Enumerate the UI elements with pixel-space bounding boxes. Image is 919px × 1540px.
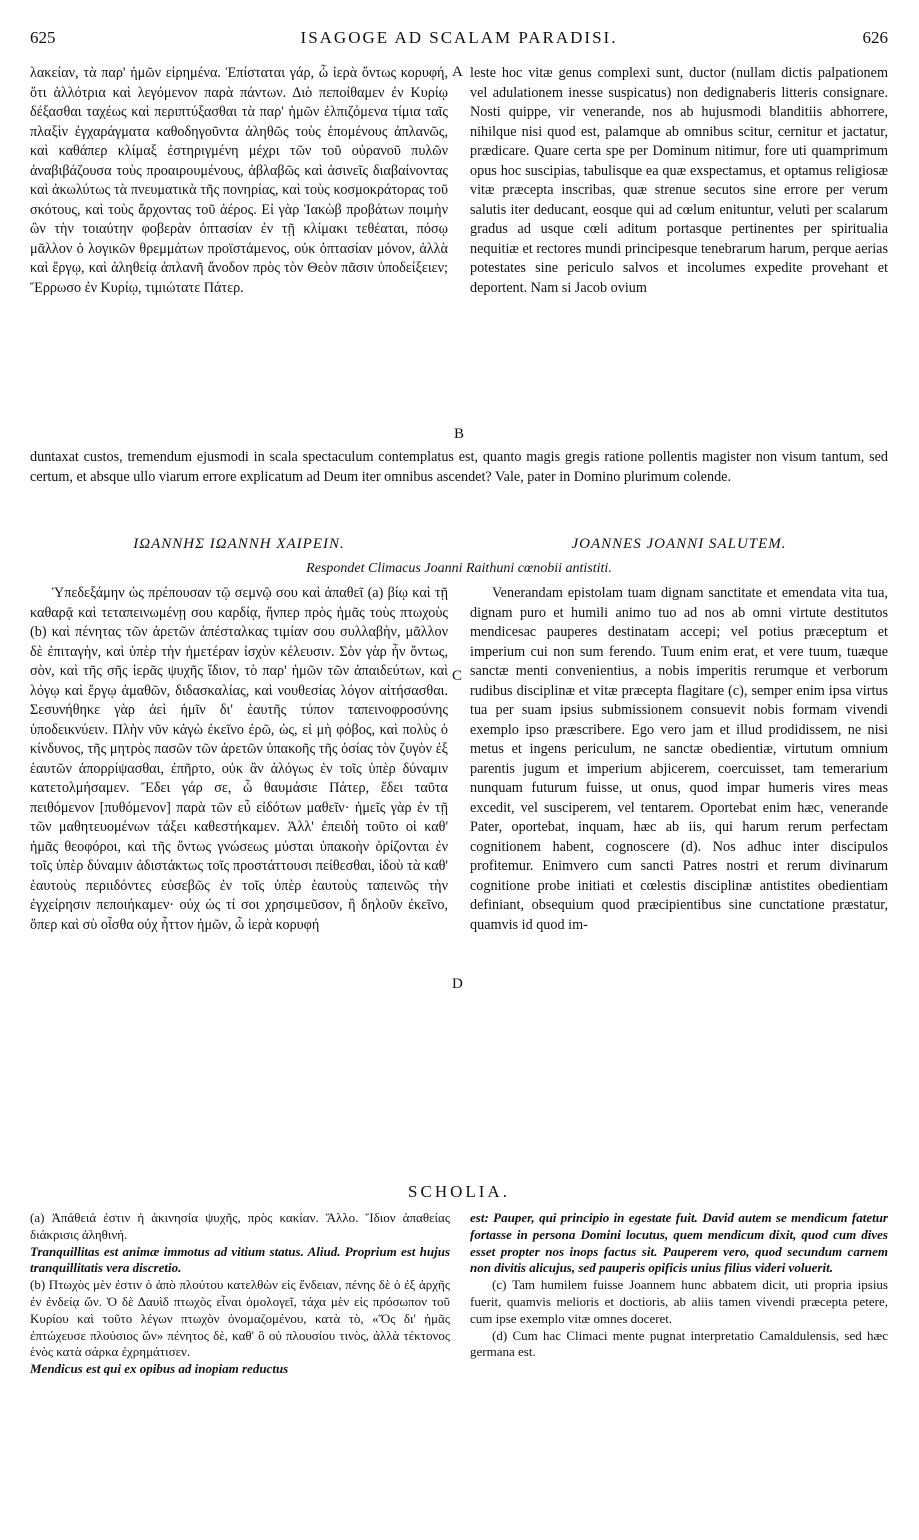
margin-marker-a: A bbox=[452, 64, 463, 80]
scholion-b-latin: Mendicus est qui ex opibus ad inopiam reductus bbox=[30, 1361, 289, 1377]
latin-letter-heading: JOANNES JOANNI SALUTEM. bbox=[571, 536, 787, 552]
letter-latin-column bbox=[470, 584, 888, 1164]
page-number-left: 625 bbox=[30, 28, 56, 47]
margin-marker-b: B bbox=[454, 426, 465, 442]
latin-continuation-text: duntaxat custos, tremendum ejusmodi in scala spectaculum contemplatus est, quanto magis gregis ratione pollentis magister non visum tantum, sed certum, et absque ullo viarum errore explicatum ad Deum iter omnibus ascendet? Vale, pater in Domino plurimum colende. bbox=[30, 449, 888, 485]
page bbox=[30, 0, 888, 1540]
scholia-left-column bbox=[30, 1210, 450, 1378]
greek-letter-heading: ΙΩΑΝΝΗΣ ΙΩΑΝΝΗ ΧΑΙΡΕΙΝ. bbox=[133, 536, 345, 552]
margin-marker-d: D bbox=[452, 976, 463, 992]
scholion-d: (d) Cum hac Climaci mente pugnat interpretatio Camaldulensis, sed hæc germana est. bbox=[470, 1327, 888, 1360]
scholion-b-greek: (b) Πτωχὸς μὲν ἐστιν ὁ ἀπὸ πλούτου κατελθὼν εἰς ἔνδειαν, πένης δὲ ὁ ἐξ ἀρχῆς ἐν ἐνδείᾳ ὤν. Ὁ δὲ Δαυὶδ πτωχὸς εἶναι ὁμολογεῖ, τάχα μὲν εἰς πρόσωπον τοῦ Κυρίου καὶ τοῦτο λέγων πτωχὸν ὀνομαζομένου, κατὰ τὸ, «Ὅς δι' ἡμᾶς ἐπτώχευσε πλούσιος ὢν» πένητος δὲ, καθ' ὃ οὐ πλουσίου τινὸς, ἀλλὰ τέκτονος ἑνὸς κατὰ σάρκα ἐχρημάτισεν. bbox=[30, 1277, 450, 1360]
running-header bbox=[30, 28, 888, 50]
latin-continuation bbox=[30, 448, 888, 487]
letter-greek-text: Ὑπεδεξάμην ὡς πρέπουσαν τῷ σεμνῷ σου καὶ ἀπαθεῖ (a) βίῳ καὶ τῇ καθαρᾷ καὶ τεταπεινωμένῃ σου καρδίᾳ, ἥνπερ πρὸς ἡμᾶς τοὺς πτωχοὺς (b) καὶ πένητας τῶν ἀρετῶν ἀπέσταλκας τιμίαν σου συλλαβὴν, μᾶλλον δὲ ἐπιταγὴν, καὶ ὑπὲρ τὴν ἡμετέραν ἰσχὺν κέλευσιν. Σὸν γὰρ ἦν ὄντως, σὸν, καὶ τῆς σῆς ἱερᾶς ψυχῆς ἴδιον, τὸ παρ' ἡμῶν τῶν ἀπαιδεύτων, καὶ λόγῳ καὶ ἔργῳ ἀμαθῶν, διδασκαλίας, καὶ νουθεσίας λόγον αἰτήσασθαι. Σεσυνήθηκε γὰρ ἀεὶ ἡμῖν δι' ἑαυτῆς τύπον ταπεινοφροσύνης ὑποδεικνύειν. Πλὴν νῦν κἀγὼ ἐκεῖνο ἐρῶ, ὡς, εἰ μὴ φόβος, καὶ πολὺς ὁ κίνδυνος, τῆς μητρὸς πασῶν τῶν ἀρετῶν ὑπακοῆς τῆς ὁσίας τὸν ζυγὸν ἐξ ἑαυτῶν ἀπορρίψασθαι, ἐπῆρτο, οὐκ ἂν ἀλόγως ἐν τοῖς ὑπὲρ δύναμιν κατετολμήσαμεν. Ἔδει γάρ σε, ὦ θαυμάσιε Πάτερ, ἔδει ταῦτα πειθόμενον [πυθόμενον] παρὰ τῶν εὖ εἰδότων μαθεῖν· ἡμεῖς γὰρ ἐν τῇ τῶν μαθητευομένων τάξει καθεστήκαμεν. Ἀλλ' ἐπειδὴ τοῦτο οἱ καθ' ἡμᾶς θεοφόροι, καὶ τῆς ὄντως γνώσεως μύσται ὑπακοὴν ὁρίζονται ἐν τοῖς ὑπὲρ δύναμιν ἀδιστάκτως τοῖς προστάττουσι πείθεσθαι, ἰδοὺ τὰ καθ' ἑαυτοὺς περιιδόντες εὐσεβῶς ἐν τοῖς ὑπὲρ ἑαυτοὺς ταπεινῶς τὴν ἐγχείρησιν πεποιήκαμεν· οὐχ ὡς τί σοι χρησιμεῦσον, ἢ δηλοῦν ἐκεῖνο, ὅπερ καὶ σὺ οἶσθα οὐχ ἧττον ἡμῶν, ὦ ἱερὰ κορυφή bbox=[30, 585, 448, 933]
page-number-right: 626 bbox=[862, 28, 888, 47]
scholion-b-latin-cont: est: Pauper, qui principio in egestate fuit. David autem se mendicum fatetur fortasse in persona Domini locutus, quem mendicum dixit, quod cum dives esset propter nos inops factus sit. Pauperem vero, quod secundum carnem non divitis alicujus, sed pauperis opificis unius filius videri voluerit. bbox=[470, 1210, 888, 1276]
letter-greek-column bbox=[30, 584, 448, 1164]
scholion-a-latin: Tranquillitas est animæ immotus ad vitium status. Aliud. Proprium est hujus tranquillitatis vera discretio. bbox=[30, 1243, 450, 1276]
top-latin-text: leste hoc vitæ genus complexi sunt, ductor (nullam dictis palpationem vel adulationem inesse suspicatus) non dedignaberis litteris consignare. Nosti quippe, vir venerande, nos ab hujusmodi blanditiis abhorrere, nihilque nisi quod est, palamque ab omnibus scitur, cernitur et jactatur, prædicare. Quare certa spe per Dominum nitimur, fore uti quamprimum opus hoc suscipias, tabulisque ea quæ exspectamus, et optamus religiosæ vitæ præcepta inscribas, quæ strenue secutos sine errore per verum salutis iter deducant, eosque qui ad cœlum enituntur, veluti per scalarum gradus ad usque cœli aditum portasque pertinentes per spiritualia nequitiæ et rectores mundi principesque tenebrarum harum, perque aerias potestates sine periculo salvos et incolumes expedite provehant et deportent. Nam si Jacob ovium bbox=[470, 65, 888, 296]
letter-subheading: Respondet Climacus Joanni Raithuni cœnobii antistiti. bbox=[306, 561, 612, 576]
letter-latin-text: Venerandam epistolam tuam dignam sanctitate et emendata vita tua, dignam puro et humili animo tuo ad nos ab omni virtute destitutos mendicesac pauperes destinatam accepi; vel potius præceptum et imperium cui non sum ferendo. Tuum enim erat, et vere tuum, tuæque sanctæ menti convenientius, a nobis imperitis rerumque et verborum rudibus disciplinæ et vitæ præcepta flagitare (c), semper enim ipsa virtus tua per suam ipsius submissionem consuevit nobis formam vivendi exemplo ipso præscribere. Ego vero jam et illud prodidissem, ne nisi metus et ingens periculum, ne sanctæ obedientiæ, virtutum omnium parentis jugum et imperium abjicerem, coercuisset, tam temerarium nunquam futurum fuisse, ut onus, quod impar humeris vires meas excedit, vel susciperem, vel tentarem. Oportebat enim hæc, venerande Pater, oportebat, inquam, hæc ab iis, qui harum rerum perfectam cognitionem habent, cognoscere (d). Nos adhuc inter discipulos profitemur. Enimvero cum sancti Patres nostri et rerum divinarum cognitione probe initiati et cœlestis disciplinæ antistites obedientiam definiant, obsequium quod præcipientibus sine cunctatione præstatur, quamvis id quod im- bbox=[470, 585, 888, 933]
top-greek-column bbox=[30, 64, 448, 444]
margin-marker-c: C bbox=[452, 668, 463, 684]
scholion-c: (c) Tam humilem fuisse Joannem hunc abbatem dicit, uti propria ipsius fuerit, quamvis melioris et doctioris, ab aliis tamen vivendi præcepta petere, cum ipse exemplo vitæ omnes doceret. bbox=[470, 1277, 888, 1326]
scholia-title: SCHOLIA. bbox=[408, 1182, 510, 1201]
top-latin-column bbox=[470, 64, 888, 444]
running-title: ISAGOGE AD SCALAM PARADISI. bbox=[300, 28, 618, 47]
top-greek-text: λακείαν, τὰ παρ' ἡμῶν εἰρημένα. Ἐπίσταται γάρ, ὦ ἱερὰ ὄντως κορυφή, ὅτι ἀλλότρια καὶ λεγόμενον παρὰ πάντων. Διὸ πεποίθαμεν ἐν Κυρίῳ δέξασθαι ταχέως καὶ περιπτύξασθαι τὰ παρ' ἡμῶν ἐλπιζόμενα τίμια ταῖς πλαξὶν ἐγχαράγματα καθοδηγοῦντα ἀληθῶς τοὺς ἑπομένους ἀπλανῶς, καὶ καθάπερ κλίμαξ ἐστηριγμένη μέχρι τῶν τοῦ οὐρανοῦ πυλῶν ἀναβιβάζουσα τοὺς προαιρουμένους, ἀβλαβῶς καὶ ἀσινεῖς διαβαίνοντας καὶ ἀκωλύτως τὰ πνευματικὰ τῆς πονηρίας, καὶ τοὺς κοσμοκράτορας τοῦ σκότους, καὶ τοὺς ἄρχοντας τοῦ ἀέρος. Εἰ γὰρ Ἰακὼβ προβάτων ποιμὴν ὢν τὴν τοιαύτην φοβερὰν ὀπτασίαν ἐν τῇ κλίμακι τεθέαται, πόσῳ μᾶλλον ὁ λογικῶν θρεμμάτων προϊστάμενος, οὐκ ὀπτασίαν μόνον, ἀλλὰ καὶ ἔργῳ, καὶ ἀληθείᾳ ἀπλανῆ ἄνοδον πρὸς τὸν Θεὸν πᾶσιν ὑποδείξειεν; Ἔρρωσο ἐν Κυρίῳ, τιμιώτατε Πάτερ. bbox=[30, 65, 448, 296]
scholia-right-column bbox=[470, 1210, 888, 1361]
scholion-a-greek: (a) Ἀπάθειά ἐστιν ἡ ἀκινησία ψυχῆς, πρὸς κακίαν. Ἄλλο. Ἴδιον ἀπαθείας διάκρισις ἀληθινή. bbox=[30, 1210, 450, 1242]
